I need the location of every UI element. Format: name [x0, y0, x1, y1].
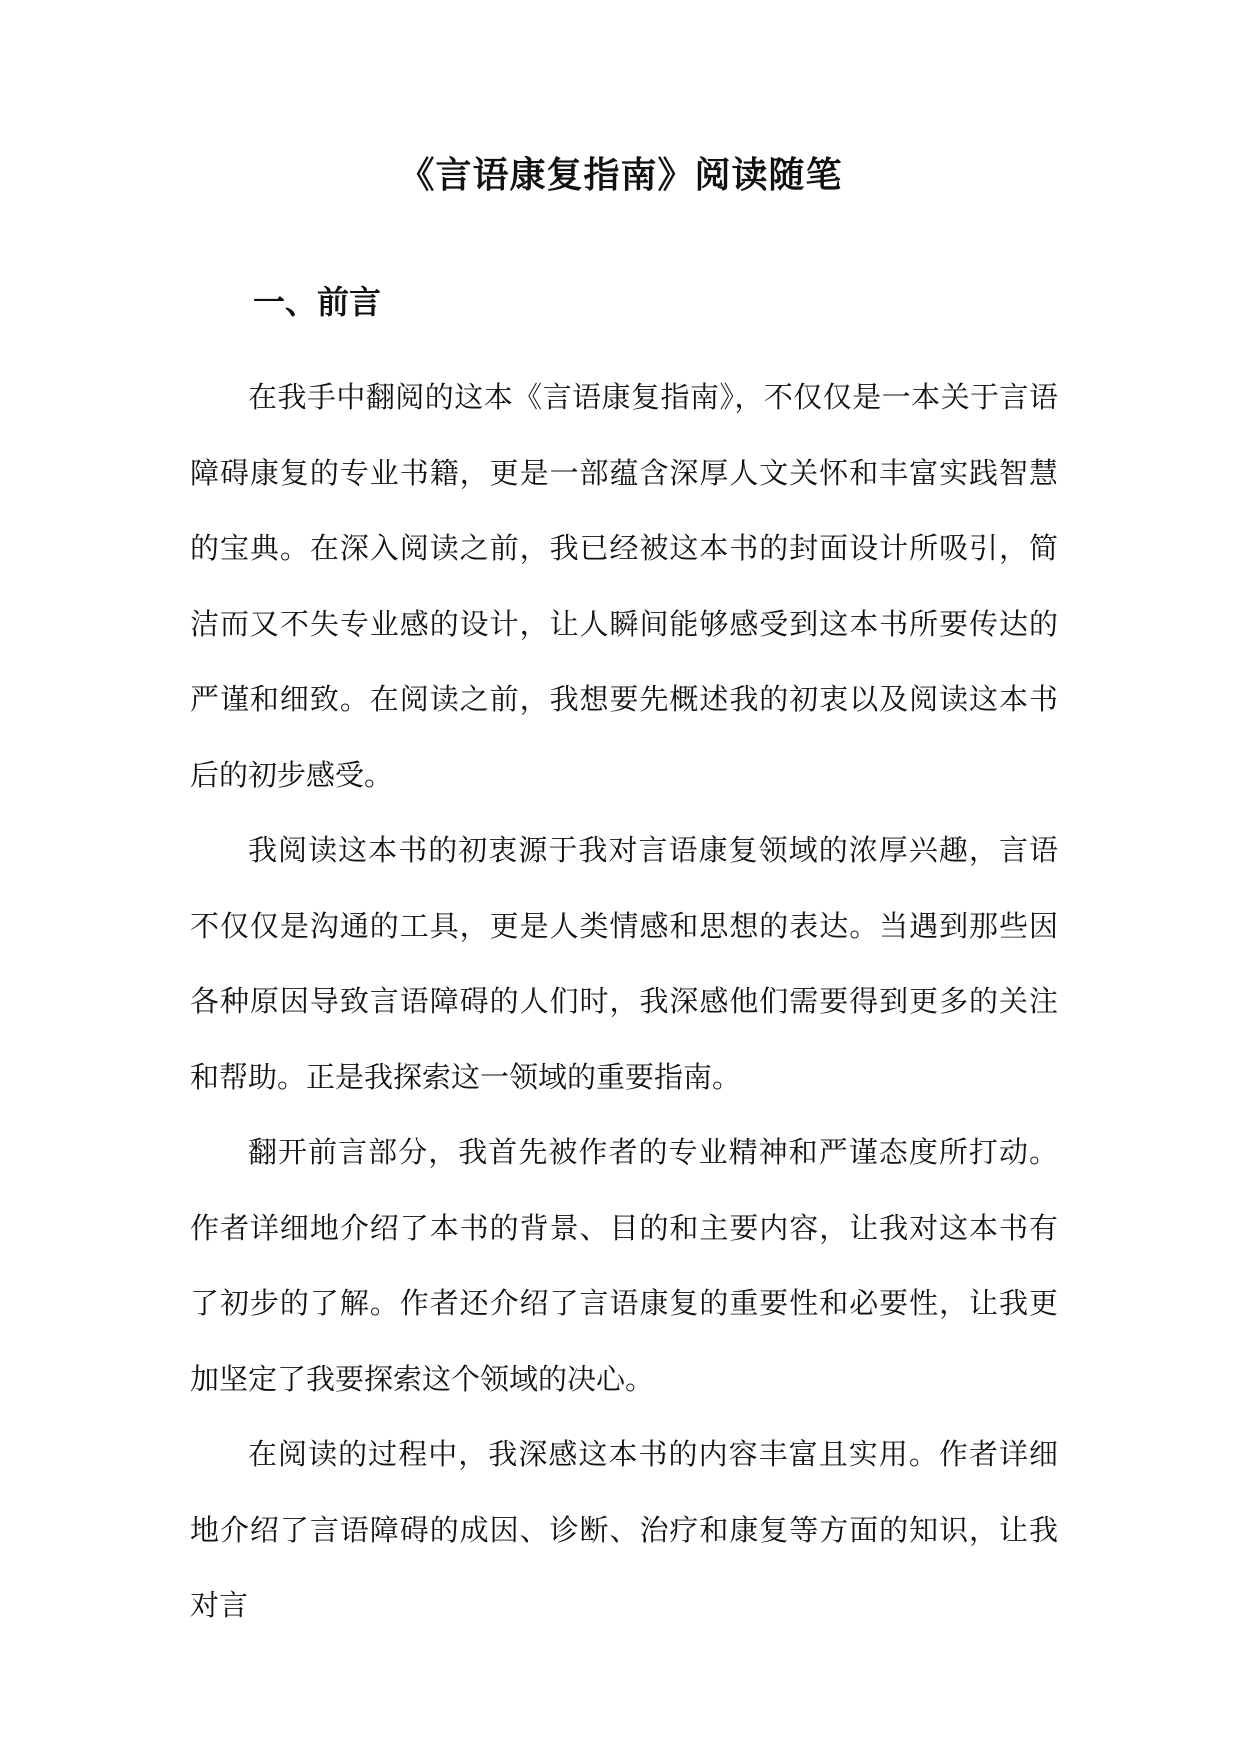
paragraph: 在我手中翻阅的这本《言语康复指南》，不仅仅是一本关于言语障碍康复的专业书籍，更是一部蕴含深厚人文关怀和丰富实践智慧的宝典。在深入阅读之前，我已经被这本书的封面设计所吸引，简洁而又不失专业感的设计，让人瞬间能够感受到这本书所要传达的严谨和细致。在阅读之前，我想要先概述我的初衷以及阅读这本书后的初步感受。 — [190, 380, 1058, 792]
paragraph: 翻开前言部分，我首先被作者的专业精神和严谨态度所打动。作者详细地介绍了本书的背景、目的和主要内容，让我对这本书有了初步的了解。作者还介绍了言语康复的重要性和必要性，让我更加坚定了我要探索这个领域的决心。 — [190, 1135, 1058, 1396]
paragraph: 在阅读的过程中，我深感这本书的内容丰富且实用。作者详细地介绍了言语障碍的成因、诊断、治疗和康复等方面的知识，让我对言 — [190, 1437, 1058, 1622]
body-text — [190, 360, 1058, 1644]
paragraph: 我阅读这本书的初衷源于我对言语康复领域的浓厚兴趣，言语不仅仅是沟通的工具，更是人类情感和思想的表达。当遇到那些因各种原因导致言语障碍的人们时，我深感他们需要得到更多的关注和帮助。正是我探索这一领域的重要指南。 — [190, 833, 1058, 1094]
document-title: 《言语康复指南》阅读随笔 — [398, 154, 843, 196]
section-heading: 一、前言 — [253, 283, 382, 321]
